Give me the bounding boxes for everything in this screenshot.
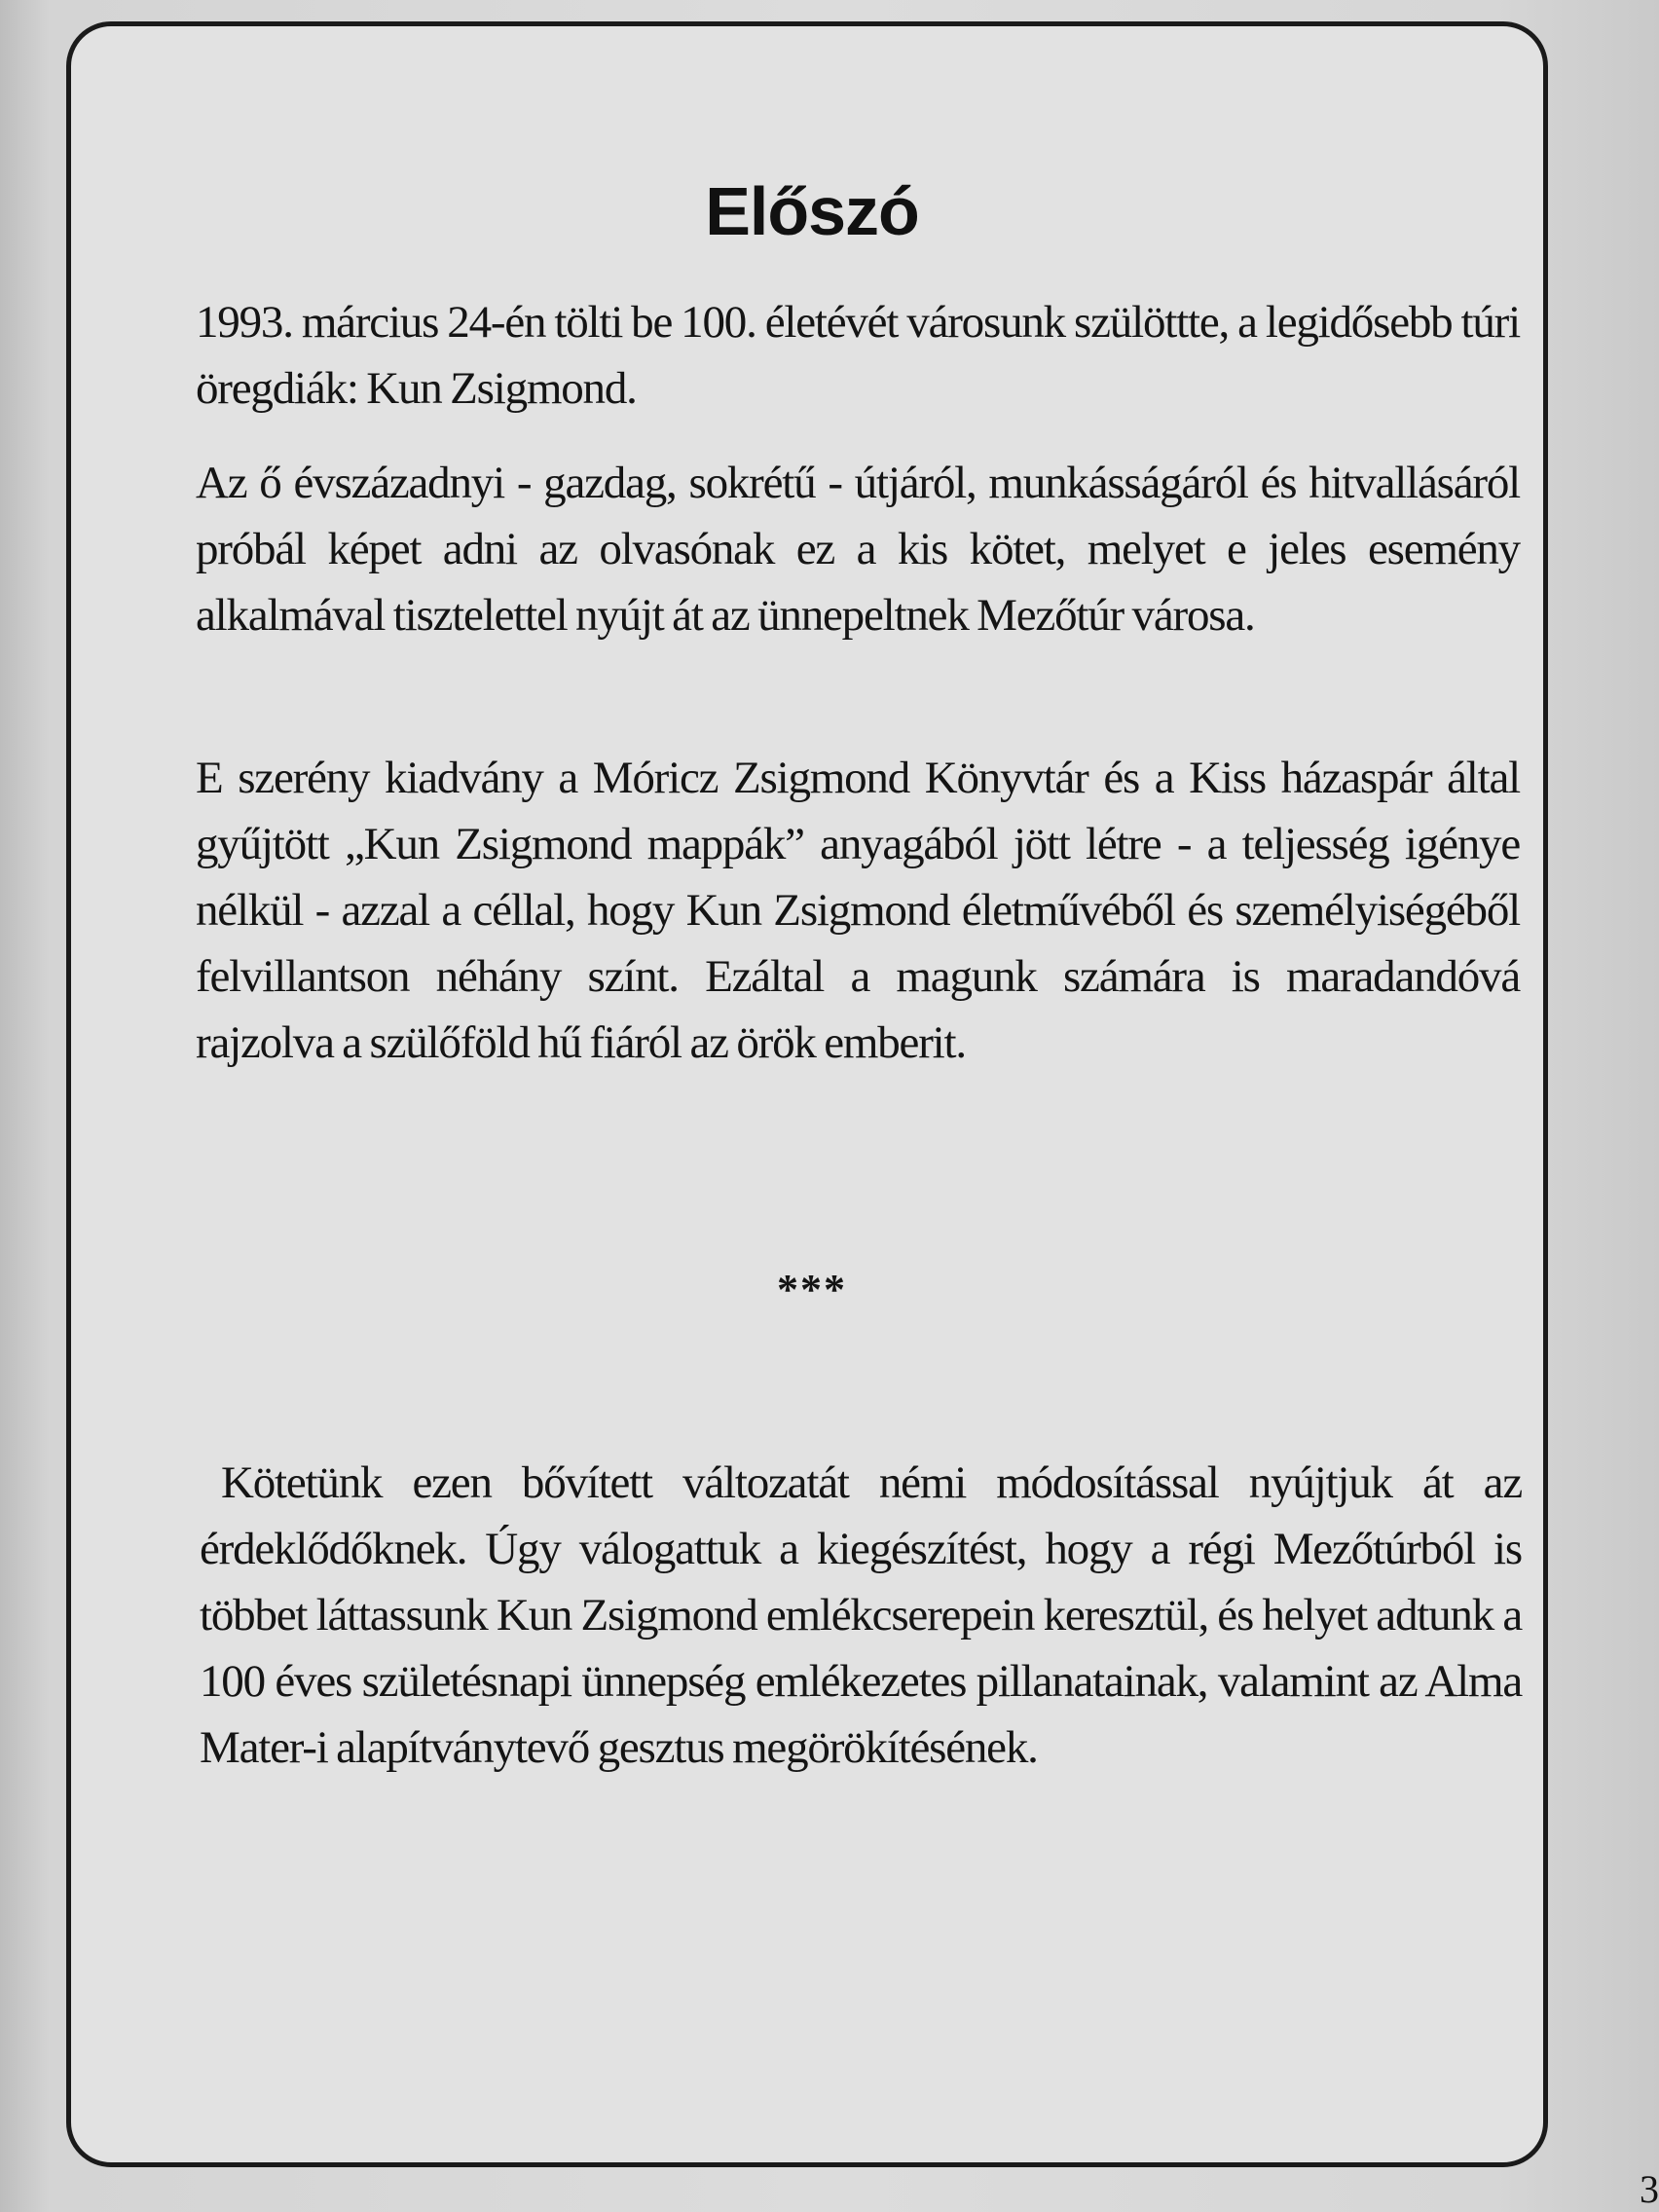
text-frame [66,21,1548,2167]
paragraph-1: 1993. március 24-én tölti be 100. életévét városunk szülöttte, a legidősebb túri öregdiák: Kun Zsigmond. [196,297,1520,414]
page-number: 3 [1640,2167,1659,2211]
paragraph-3: E szerény kiadvány a Móricz Zsigmond Könyvtár és a Kiss házaspár által gyűjtött „Kun Zsigmond mappák” anyagából jött létre - a teljesség igénye nélkül - azzal a céllal, hogy Kun Zsigmond életművéből és személyiségéből felvillantson néhány színt. Ezáltal a magunk számára is maradandóvá rajzolva a szülőföld hű fiáról az örök emberit. [196,753,1520,1068]
page-title: Előszó [705,173,919,249]
paragraph-2: Az ő évszázadnyi - gazdag, sokrétű - útjáról, munkásságáról és hitvallásáról próbál képet adni az olvasónak ez a kis kötet, melyet e jeles esemény alkalmával tisztelettel nyújt át az ünnepeltnek Mezőtúr városa. [196,458,1520,641]
section-separator: *** [777,1266,847,1313]
closing-paragraph: Kötetünk ezen bővített változatát némi módosítással nyújtjuk át az érdeklődőknek. Úgy válogattuk a kiegészítést, hogy a régi Mezőtúrból is többet láttassunk Kun Zsigmond emlékcserepein keresztül, és helyet adtunk a 100 éves születésnapi ünnepség emlékezetes pillanatainak, valamint az Alma Mater-i alapítványtevő gesztus megörökítésének. [200,1457,1522,1773]
